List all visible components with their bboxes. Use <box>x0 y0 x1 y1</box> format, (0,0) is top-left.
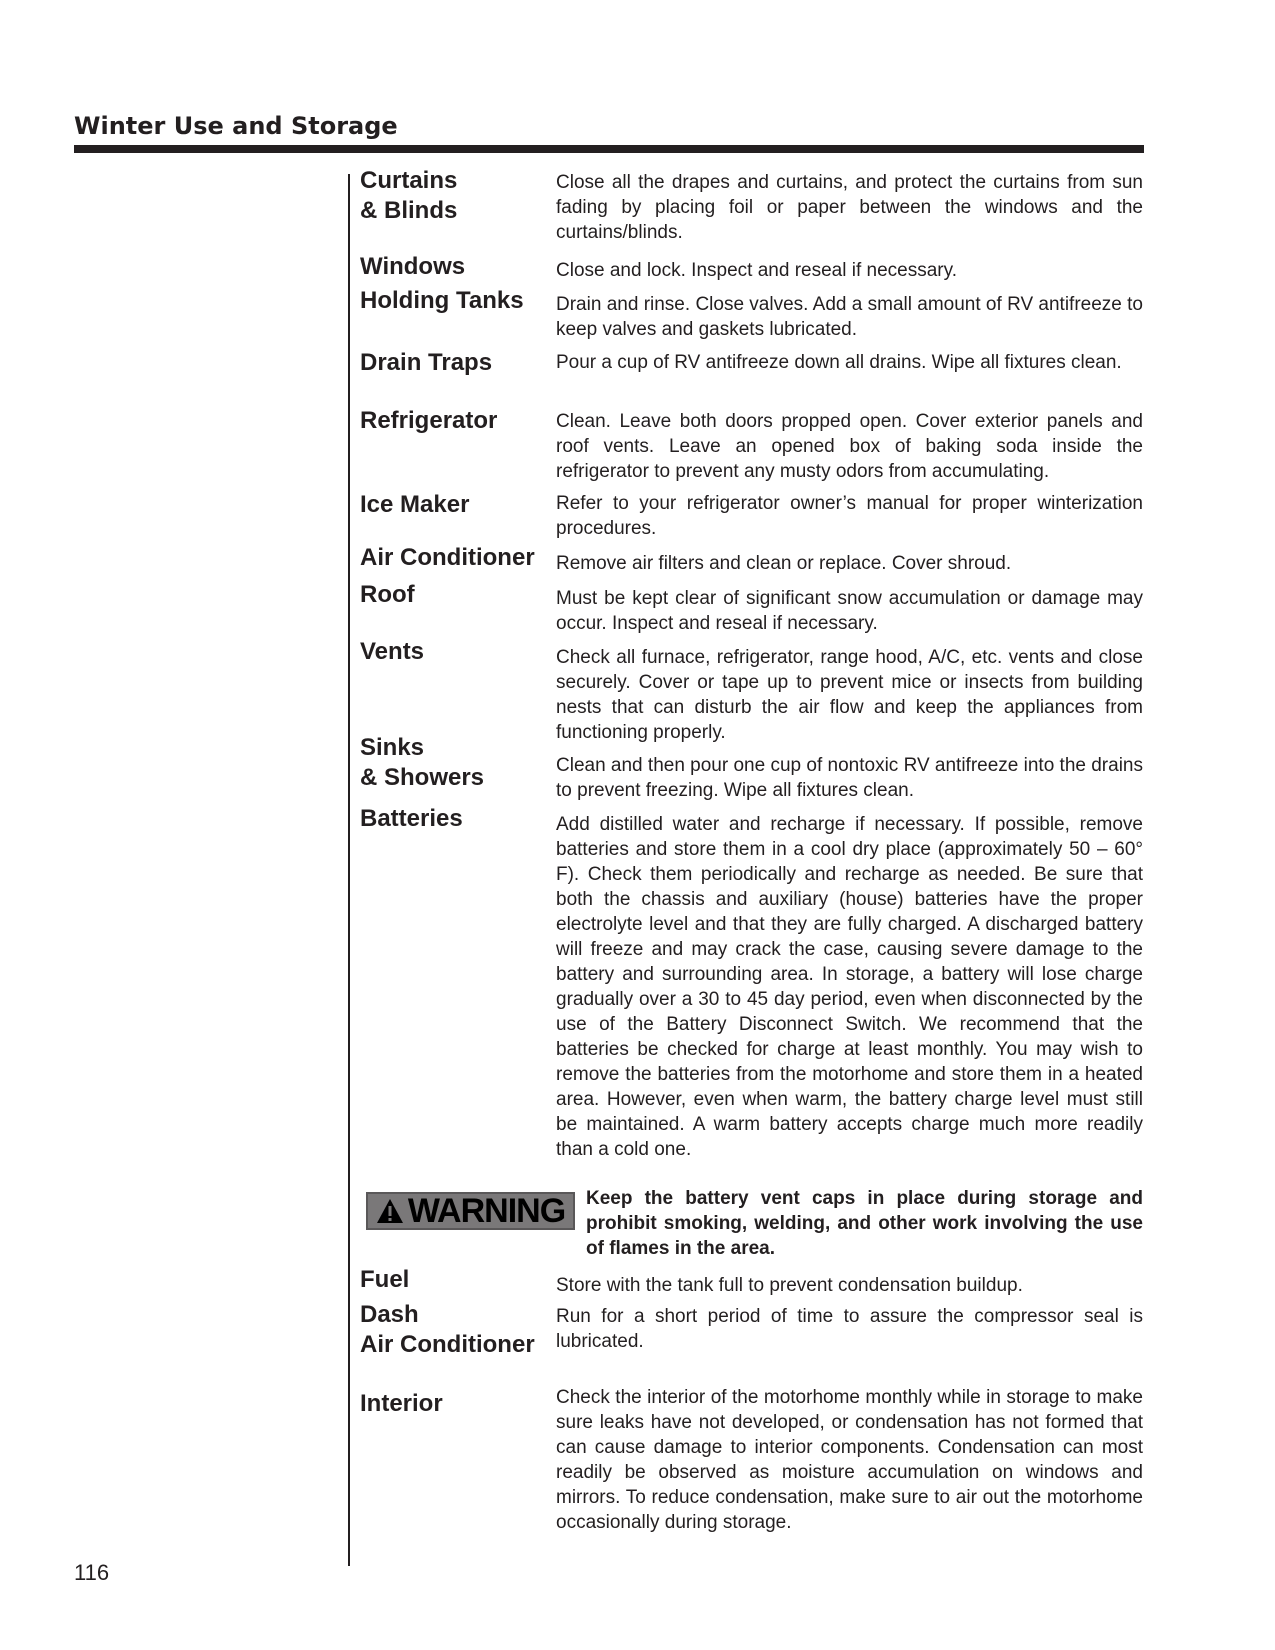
item-term-line: Holding Tanks <box>360 287 524 314</box>
warning-badge <box>366 1192 575 1230</box>
item-term-line: Ice Maker <box>360 491 470 518</box>
item-term <box>360 580 560 610</box>
item-description: Check all furnace, refrigerator, range hood, A/C, etc. vents and close securely. Cover or tape up to prevent mice or insects from building nests that can disturb the air flow and keep the appliances from functioning properly. <box>556 647 1143 743</box>
item-description: Run for a short period of time to assure the compressor seal is lubricated. <box>556 1306 1143 1352</box>
item-term-line: Fuel <box>360 1266 410 1293</box>
item-description: Close all the drapes and curtains, and protect the curtains from sun fading by placing foil or paper between the windows and the curtains/blinds. <box>556 172 1143 243</box>
item-term-line: Air Conditioner <box>360 544 535 571</box>
item-term <box>360 1300 560 1360</box>
item-description: Clean and then pour one cup of nontoxic RV antifreeze into the drains to prevent freezing. Wipe all fixtures clean. <box>556 755 1143 801</box>
item-term-line: Refrigerator <box>360 407 498 434</box>
item-term <box>360 406 560 436</box>
item-term <box>360 733 560 793</box>
item-term-line: Vents <box>360 638 425 665</box>
warning-label: WARNING <box>407 1192 566 1230</box>
item-term <box>360 166 560 226</box>
item-term <box>360 637 560 667</box>
warning-text: Keep the battery vent caps in place during storage and prohibit smoking, welding, and other work involving the use of flames in the area. <box>586 1188 1143 1259</box>
section-title: Winter Use and Storage <box>74 112 398 140</box>
item-term-line: Batteries <box>360 805 463 832</box>
item-term <box>360 804 560 834</box>
item-term <box>360 286 560 316</box>
item-description: Remove air filters and clean or replace. Cover shroud. <box>556 553 1012 574</box>
item-description: Clean. Leave both doors propped open. Cover exterior panels and roof vents. Leave an opened box of baking soda inside the refrigerator to prevent any musty odors from accumulating. <box>556 411 1143 482</box>
item-description: Check the interior of the motorhome monthly while in storage to make sure leaks have not developed, or condensation has not formed that can cause damage to interior components. Condensation can most readily be observed as moisture accumulation on windows and mirrors. To reduce condensation, make sure to air out the motorhome occasionally during storage. <box>556 1387 1143 1533</box>
item-description: Must be kept clear of significant snow accumulation or damage may occur. Inspect and reseal if necessary. <box>556 588 1143 634</box>
item-term-line: Interior <box>360 1390 443 1417</box>
item-term-line: Dash <box>360 1301 419 1328</box>
item-term-line: Drain Traps <box>360 349 493 376</box>
item-term-line: & Blinds <box>360 197 458 224</box>
item-term-line: Air Conditioner <box>360 1331 535 1358</box>
item-term <box>360 252 560 282</box>
item-term <box>360 1389 560 1419</box>
item-term <box>360 348 560 378</box>
item-term-line: Windows <box>360 253 466 280</box>
item-description: Add distilled water and recharge if necessary. If possible, remove batteries and store them in a cool dry place (approximately 50 – 60° F). Check them periodically and recharge as needed. Be sure that both the chassis and auxiliary (house) batteries have the proper electrolyte level and that they are fully charged. A discharged battery will freeze and may crack the case, causing severe damage to the battery and surrounding area. In storage, a battery will lose charge gradually over a 30 to 45 day period, even when disconnected by the use of the Battery Disconnect Switch. We recommend that the batteries be checked for charge at least monthly. You may wish to remove the batteries from the motorhome and store them in a heated area. However, even when warm, the battery charge level must still be maintained. A warm battery accepts charge much more readily than a cold one. <box>556 814 1143 1160</box>
item-term <box>360 490 560 520</box>
item-term-line: Curtains <box>360 167 458 194</box>
item-term-line: Roof <box>360 581 415 608</box>
item-description: Drain and rinse. Close valves. Add a small amount of RV antifreeze to keep valves and gaskets lubricated. <box>556 294 1143 340</box>
item-description: Pour a cup of RV antifreeze down all drains. Wipe all fixtures clean. <box>556 352 1122 373</box>
item-term-line: Sinks <box>360 734 425 761</box>
item-description: Refer to your refrigerator owner’s manual for proper winterization procedures. <box>556 493 1143 539</box>
item-description: Close and lock. Inspect and reseal if necessary. <box>556 260 957 281</box>
item-description: Store with the tank full to prevent condensation buildup. <box>556 1275 1023 1296</box>
item-term-line: & Showers <box>360 764 485 791</box>
item-term <box>360 543 560 573</box>
page-number: 116 <box>74 1560 110 1585</box>
item-term <box>360 1265 560 1295</box>
warning-triangle-icon <box>376 1198 404 1224</box>
